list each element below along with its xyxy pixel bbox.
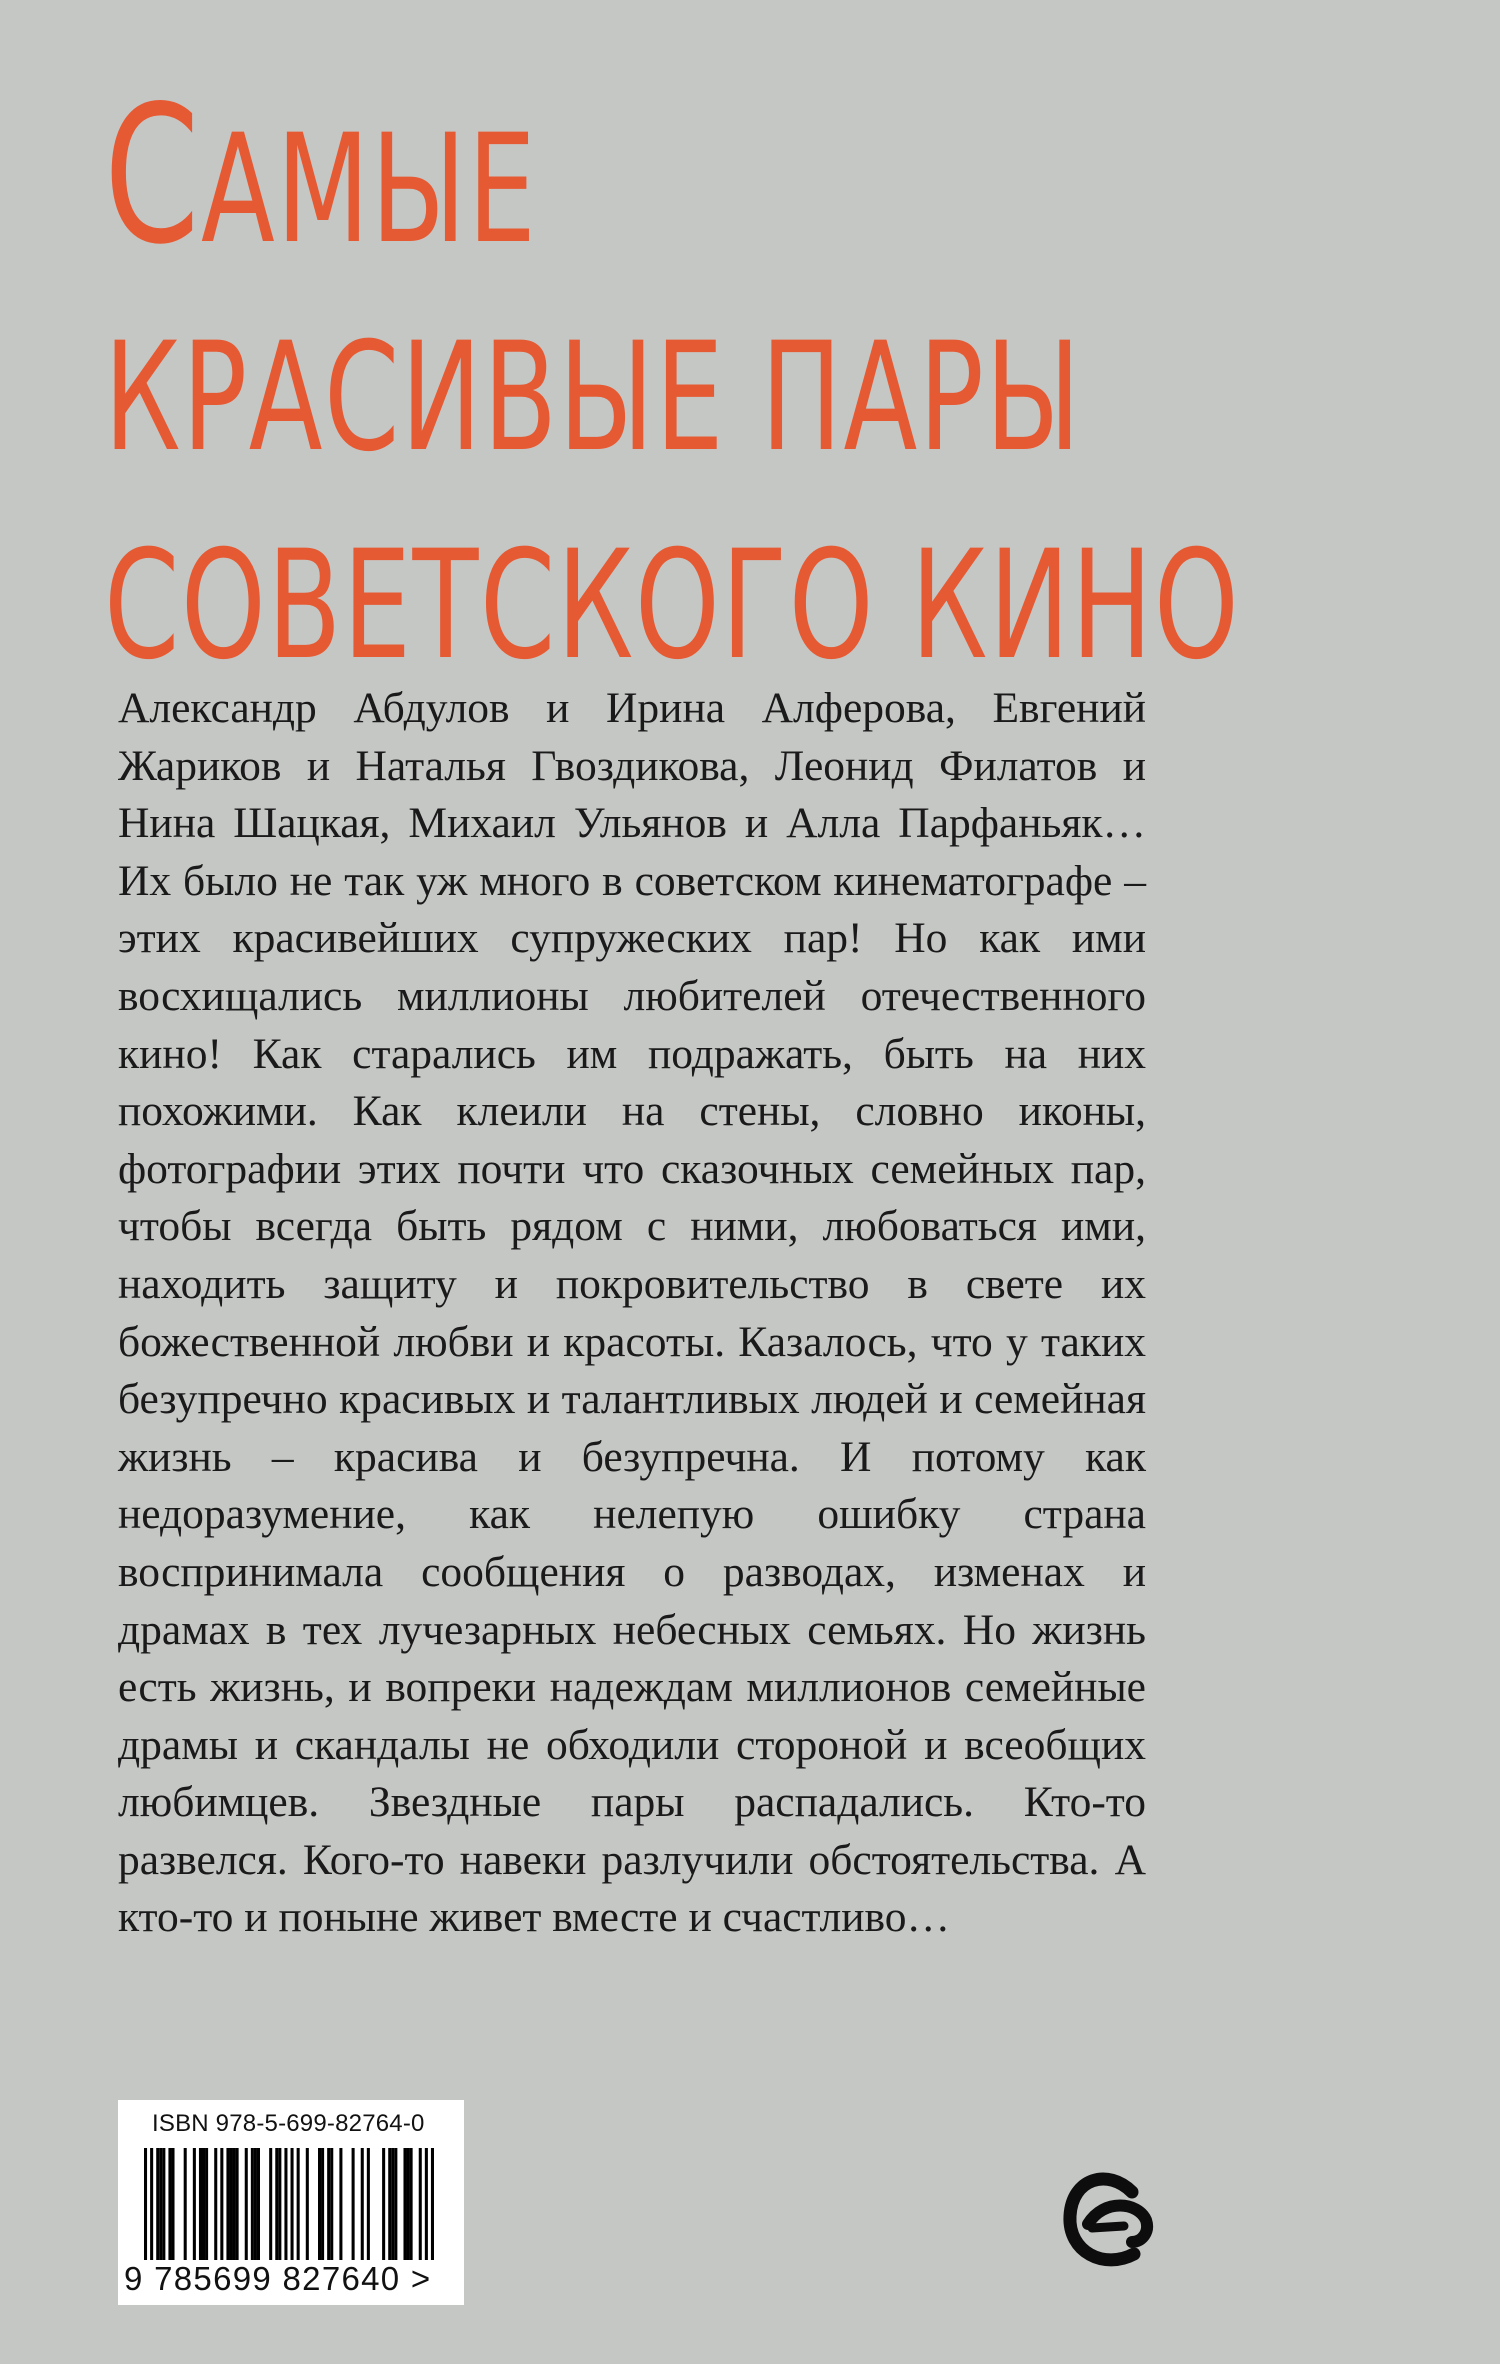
barcode-bar: [226, 2148, 229, 2260]
barcode-bars: [144, 2148, 434, 2260]
barcode-bar: [214, 2148, 217, 2260]
barcode-bar: [245, 2148, 248, 2260]
book-title: [104, 65, 1241, 710]
barcode-bar: [275, 2148, 278, 2260]
barcode-bar: [159, 2148, 162, 2260]
barcode-bar: [162, 2148, 165, 2260]
barcode-bar: [220, 2148, 223, 2260]
barcode-bar: [156, 2148, 159, 2260]
barcode-bar: [321, 2148, 324, 2260]
barcode-bar: [193, 2148, 196, 2260]
barcode-bar: [361, 2148, 364, 2260]
barcode-bar: [394, 2148, 397, 2260]
barcode-bar: [330, 2148, 333, 2260]
barcode-bar: [339, 2148, 342, 2260]
barcode-bar: [419, 2148, 422, 2260]
barcode-bar: [168, 2148, 171, 2260]
barcode-bar: [388, 2148, 391, 2260]
barcode-bar: [202, 2148, 205, 2260]
barcode-bar: [297, 2148, 300, 2260]
barcode-bar: [278, 2148, 281, 2260]
barcode-bar: [171, 2148, 174, 2260]
barcode-bar: [382, 2148, 385, 2260]
barcode-bar: [233, 2148, 236, 2260]
barcode-bar: [431, 2148, 434, 2260]
barcode-bar: [410, 2148, 413, 2260]
book-annotation: Александр Абдулов и Ирина Алферова, Евгений Жариков и Наталья Гвоздикова, Леонид Филатов и Нина Шацкая, Михаил Ульянов и Алла Парфаньяк… Их было не так уж много в советском кинематографе – этих красивейших супружеских пар! Но как ими восхищались миллионы любителей отечественного кино! Как старались им подражать, быть на них похожими. Как клеили на стены, словно иконы, фотографии этих почти что сказочных семейных пар, чтобы всегда быть рядом с ними, любоваться ими, находить защиту и покровительство в свете их божественной любви и красоты. Казалось, что у таких безупречно красивых и талантливых людей и семейная жизнь – красива и безупречна. И потому как недоразумение, как нелепую ошибку страна воспринимала сообщения о разводах, изменах и драмах в тех лучезарных небесных семьях. Но жизнь есть жизнь, и вопреки надеждам миллионов семейные драмы и скандалы не обходили стороной и всеобщих любимцев. Звездные пары распадались. Кто-то развелся. Кого-то навеки разлучили обстоятельства. А кто-то и поныне живет вместе и счастливо…: [118, 684, 1146, 1942]
barcode-bar: [251, 2148, 254, 2260]
title-line-3: СОВЕТСКОГО КИНО: [104, 519, 1241, 693]
barcode-bar: [150, 2148, 153, 2260]
barcode-bar: [254, 2148, 257, 2260]
barcode-bar: [327, 2148, 330, 2260]
barcode-bar: [205, 2148, 208, 2260]
barcode-bar: [306, 2148, 309, 2260]
barcode-bar: [391, 2148, 394, 2260]
barcode-bar: [425, 2148, 428, 2260]
barcode-bar: [403, 2148, 406, 2260]
title-line-2: КРАСИВЫЕ ПАРЫ: [104, 311, 1083, 485]
barcode-bar: [257, 2148, 260, 2260]
barcode-panel: [118, 2100, 464, 2305]
barcode-bar: [367, 2148, 370, 2260]
title-line-1: [104, 65, 968, 294]
barcode-bar: [199, 2148, 202, 2260]
eksmo-logo-icon: [1062, 2162, 1154, 2280]
barcode-bar: [318, 2148, 321, 2260]
barcode-bar: [352, 2148, 355, 2260]
barcode-digits: 9 785699 827640 >: [124, 2260, 432, 2297]
barcode-bar: [184, 2148, 187, 2260]
barcode-bar: [291, 2148, 294, 2260]
title-initial: С: [104, 65, 201, 286]
barcode-bar: [407, 2148, 410, 2260]
barcode-bar: [144, 2148, 147, 2260]
barcode-bar: [269, 2148, 272, 2260]
barcode-bar: [284, 2148, 287, 2260]
barcode-bar: [229, 2148, 232, 2260]
barcode-bar: [236, 2148, 239, 2260]
isbn-label: ISBN 978-5-699-82764-0: [152, 2110, 425, 2137]
title-line-1-rest: АМЫЕ: [200, 103, 538, 277]
